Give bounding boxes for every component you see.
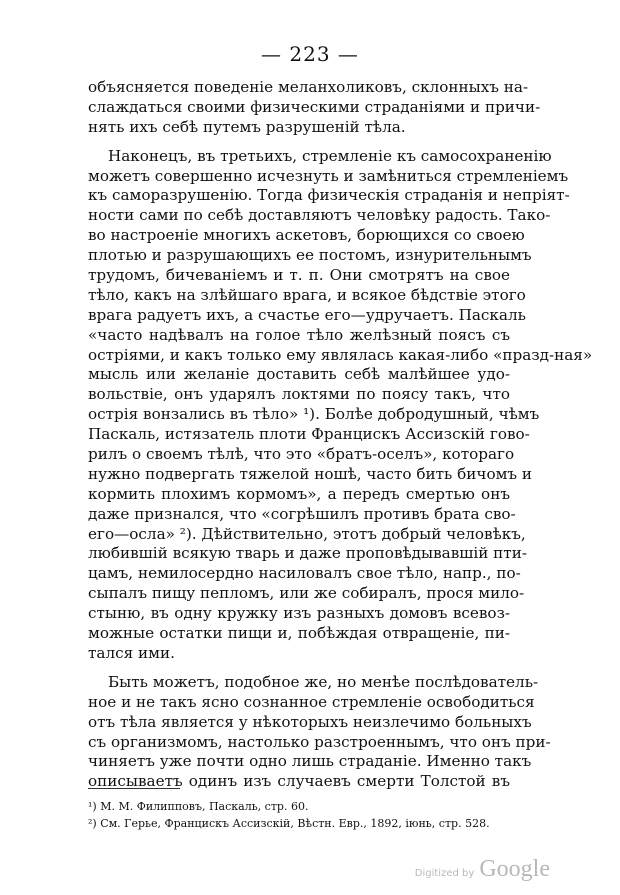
watermark-prefix: Digitized by xyxy=(414,868,475,879)
text-line: нужно подвергать тяжелой ношѣ, часто бить бичомъ и xyxy=(88,464,533,483)
text-line: его—осла» ²). Дѣйствительно, этотъ добрый человѣкъ, xyxy=(88,524,526,543)
text-line: Быть можетъ, подобное же, но менѣе послѣдователь- xyxy=(108,672,539,691)
text-line: можные остатки пищи и, побѣждая отвращеніе, пи- xyxy=(88,624,510,643)
text-line: объясняется поведеніе меланхоликовъ, склонныхъ на- xyxy=(88,78,529,96)
text-line: тался ими. xyxy=(88,643,175,662)
text-line: тѣло, какъ на злѣйшаго врага, и всякое бѣдствіе этого xyxy=(88,285,526,304)
footnote-divider xyxy=(88,788,180,789)
text-line: мысль или желаніе доставить себѣ малѣйшее удо- xyxy=(88,365,510,384)
text-line: къ саморазрушенію. Тогда физическія страданія и непріят- xyxy=(88,186,570,205)
google-logo: Google xyxy=(479,856,550,882)
text-line: ности сами по себѣ доставляютъ человѣку радость. Тако- xyxy=(88,206,551,225)
text-line: Паскаль, истязатель плоти Францискъ Ассизскій гово- xyxy=(88,425,530,444)
text-line: нять ихъ себѣ путемъ разрушеній тѣла. xyxy=(88,117,406,136)
footnote: ²) См. Герье, Францискъ Ассизскій, Вѣстн. Евр., 1892, іюнь, стр. 528. xyxy=(88,817,490,830)
footnotes xyxy=(88,798,512,832)
text-line: Наконецъ, въ третьихъ, стремленіе къ самосохраненію xyxy=(108,146,552,165)
digitized-watermark xyxy=(415,856,550,883)
text-line: описываетъ одинъ изъ случаевъ смерти Толстой въ xyxy=(88,772,510,791)
text-line: отъ тѣла является у нѣкоторыхъ неизлечимо больныхъ xyxy=(88,712,532,731)
text-line: врага радуетъ ихъ, а счастье его—удручаетъ. Паскаль xyxy=(88,305,526,324)
text-line: стыню, въ одну кружку изъ разныхъ домовъ всевоз- xyxy=(88,604,510,623)
text-line: кормить плохимъ кормомъ», а передъ смертью онъ xyxy=(88,484,510,503)
text-line: остріями, и какъ только ему являлась какая-либо «празд-ная» xyxy=(88,345,593,364)
text-line: трудомъ, бичеваніемъ и т. п. Они смотрятъ на свое xyxy=(88,266,510,285)
text-line: вольствіе, онъ ударялъ локтями по поясу такъ, что xyxy=(88,385,510,404)
text-line: съ организмомъ, настолько разстроеннымъ, что онъ при- xyxy=(88,732,551,751)
text-line: любившій всякую тварь и даже проповѣдывавшій пти- xyxy=(88,544,527,563)
text-line: сыпалъ пищу пепломъ, или же собиралъ, прося мило- xyxy=(88,584,525,603)
text-line: цамъ, немилосердно насиловалъ свое тѣло, напр., по- xyxy=(88,564,521,583)
text-line: рилъ о своемъ тѣлѣ, что это «братъ-оселъ», котораго xyxy=(88,445,515,464)
text-line: даже признался, что «согрѣшилъ противъ брата сво- xyxy=(88,504,516,523)
text-line: можетъ совершенно исчезнуть и замѣниться стремленіемъ xyxy=(88,166,569,185)
text-line: слаждаться своими физическими страданіями и причи- xyxy=(88,97,541,116)
text-line: во настроеніе многихъ аскетовъ, борющихся со своею xyxy=(88,226,525,245)
footnote: ¹) М. М. Филипповъ, Паскаль, стр. 60. xyxy=(88,800,309,813)
page-number: — 223 — xyxy=(261,42,359,66)
text-line: чиняетъ уже почти одно лишь страданіе. Именно такъ xyxy=(88,752,532,771)
text-line: плотью и разрушающихъ ее постомъ, изнурительнымъ xyxy=(88,246,532,265)
text-line: острія вонзались въ тѣло» ¹). Болѣе добродушный, чѣмъ xyxy=(88,405,540,424)
text-line: «часто надѣвалъ на голое тѣло желѣзный поясъ съ xyxy=(88,325,510,344)
body-text xyxy=(88,78,593,792)
text-line: ное и не такъ ясно сознанное стремленіе освободиться xyxy=(88,692,535,711)
